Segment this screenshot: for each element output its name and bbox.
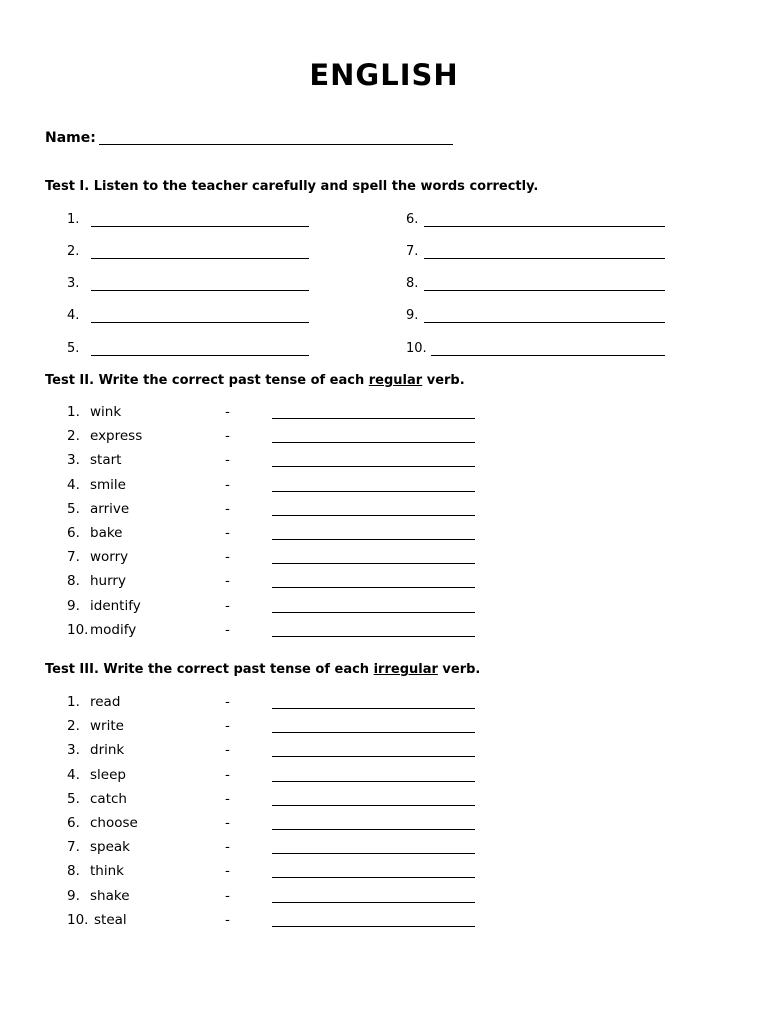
verb-dash: - [225,525,230,541]
verb-number: 8. [67,573,80,590]
test1-answer-line[interactable] [91,290,309,291]
verb-dash: - [225,549,230,566]
verb-answer-line[interactable] [272,636,475,637]
test1-item-number: 3. [67,276,80,291]
test2-heading [45,373,465,388]
verb-row [0,525,768,543]
verb-number: 1. [67,404,80,420]
test1-answer-line[interactable] [424,258,665,259]
verb-word: drink [90,742,125,759]
verb-row [0,452,768,470]
verb-number: 5. [67,500,80,517]
verb-row [0,428,768,446]
verb-number: 7. [67,549,80,566]
test1-item-number: 6. [406,212,419,227]
verb-row [0,718,768,736]
verb-number: 2. [67,718,80,735]
verb-row [0,622,768,640]
verb-answer-line[interactable] [272,926,475,927]
verb-answer-line[interactable] [272,563,475,564]
verb-answer-line[interactable] [272,539,475,540]
verb-word: start [90,452,122,469]
test1-item-number: 10. [406,341,427,356]
verb-dash: - [225,887,230,904]
test1-answer-line[interactable] [431,355,665,356]
verb-answer-line[interactable] [272,781,475,782]
verb-number: 1. [67,694,80,710]
test1-item-number: 4. [67,308,80,323]
verb-number: 4. [67,476,80,493]
verb-dash: - [225,815,230,831]
test1-item-number: 9. [406,308,419,323]
verb-number: 2. [67,428,80,445]
verb-word: express [90,428,143,445]
verb-word: bake [90,525,123,541]
verb-dash: - [225,718,230,735]
verb-dash: - [225,839,230,856]
verb-answer-line[interactable] [272,732,475,733]
test1-item-number: 8. [406,276,419,291]
test2-heading-pre: Test II. Write the correct past tense of each [45,373,369,388]
verb-row [0,863,768,881]
verb-answer-line[interactable] [272,442,475,443]
test3-heading [45,662,480,677]
test2-heading-post: verb. [422,373,465,388]
test1-item-number: 5. [67,341,80,356]
verb-answer-line[interactable] [272,587,475,588]
name-field[interactable] [99,144,453,145]
test1-heading: Test I. Listen to the teacher carefully and spell the words correctly. [45,179,539,194]
verb-dash: - [225,428,230,445]
verb-answer-line[interactable] [272,829,475,830]
verb-word: identify [90,597,141,614]
verb-number: 3. [67,452,80,469]
test3-heading-post: verb. [437,662,481,677]
verb-row [0,549,768,567]
verb-word: sleep [90,766,126,783]
verb-row [0,912,768,930]
verb-word: speak [90,839,130,856]
test1-answer-line[interactable] [91,322,309,323]
verb-row [0,888,768,906]
page-title: ENGLISH [309,58,459,92]
test1-answer-line[interactable] [424,322,665,323]
verb-word: modify [90,621,137,638]
test1-answer-line[interactable] [424,290,665,291]
verb-dash: - [225,911,230,928]
verb-answer-line[interactable] [272,853,475,854]
verb-dash: - [225,766,230,783]
verb-row [0,839,768,857]
verb-word: wink [90,404,122,420]
test1-answer-line[interactable] [91,226,309,227]
test1-item-number: 1. [67,212,80,227]
verb-row [0,573,768,591]
verb-word: smile [90,476,126,493]
verb-answer-line[interactable] [272,612,475,613]
verb-number: 6. [67,815,80,831]
name-label: Name: [45,130,96,146]
verb-row [0,791,768,809]
verb-dash: - [225,476,230,493]
verb-answer-line[interactable] [272,805,475,806]
verb-dash: - [225,500,230,517]
verb-word: worry [90,549,129,566]
verb-dash: - [225,790,230,807]
verb-row [0,598,768,616]
verb-row [0,815,768,833]
test1-item-number: 7. [406,244,419,259]
test1-item-number: 2. [67,244,80,259]
test3-heading-pre: Test III. Write the correct past tense of each [45,662,374,677]
verb-answer-line[interactable] [272,418,475,419]
verb-word: read [90,694,121,710]
verb-row [0,742,768,760]
verb-answer-line[interactable] [272,708,475,709]
verb-word: write [90,718,124,735]
verb-word: think [90,863,124,880]
verb-dash: - [225,597,230,614]
verb-answer-line[interactable] [272,756,475,757]
verb-answer-line[interactable] [272,491,475,492]
verb-dash: - [225,621,230,638]
verb-dash: - [225,452,230,469]
verb-number: 5. [67,790,80,807]
test1-answer-line[interactable] [424,226,665,227]
verb-word: hurry [90,573,126,590]
test1-answer-line[interactable] [91,355,309,356]
verb-dash: - [225,694,230,710]
test3-heading-emphasis: irregular [373,662,438,677]
verb-word: shake [90,887,130,904]
verb-word: choose [90,815,138,831]
verb-row [0,404,768,422]
verb-number: 10. [67,621,89,638]
test1-answer-line[interactable] [91,258,309,259]
test2-heading-emphasis: regular [368,373,423,388]
verb-dash: - [225,863,230,880]
verb-number: 3. [67,742,80,759]
verb-word: steal [94,911,127,928]
verb-answer-line[interactable] [272,466,475,467]
verb-dash: - [225,573,230,590]
verb-number: 10. [67,911,89,928]
verb-row [0,767,768,785]
verb-number: 6. [67,525,80,541]
verb-word: catch [90,790,127,807]
verb-number: 4. [67,766,80,783]
verb-answer-line[interactable] [272,902,475,903]
verb-number: 9. [67,887,80,904]
verb-dash: - [225,742,230,759]
verb-word: arrive [90,500,130,517]
verb-number: 7. [67,839,80,856]
verb-number: 9. [67,597,80,614]
verb-number: 8. [67,863,80,880]
verb-row [0,477,768,495]
verb-dash: - [225,404,230,420]
verb-answer-line[interactable] [272,877,475,878]
verb-row [0,501,768,519]
verb-answer-line[interactable] [272,515,475,516]
verb-row [0,694,768,712]
